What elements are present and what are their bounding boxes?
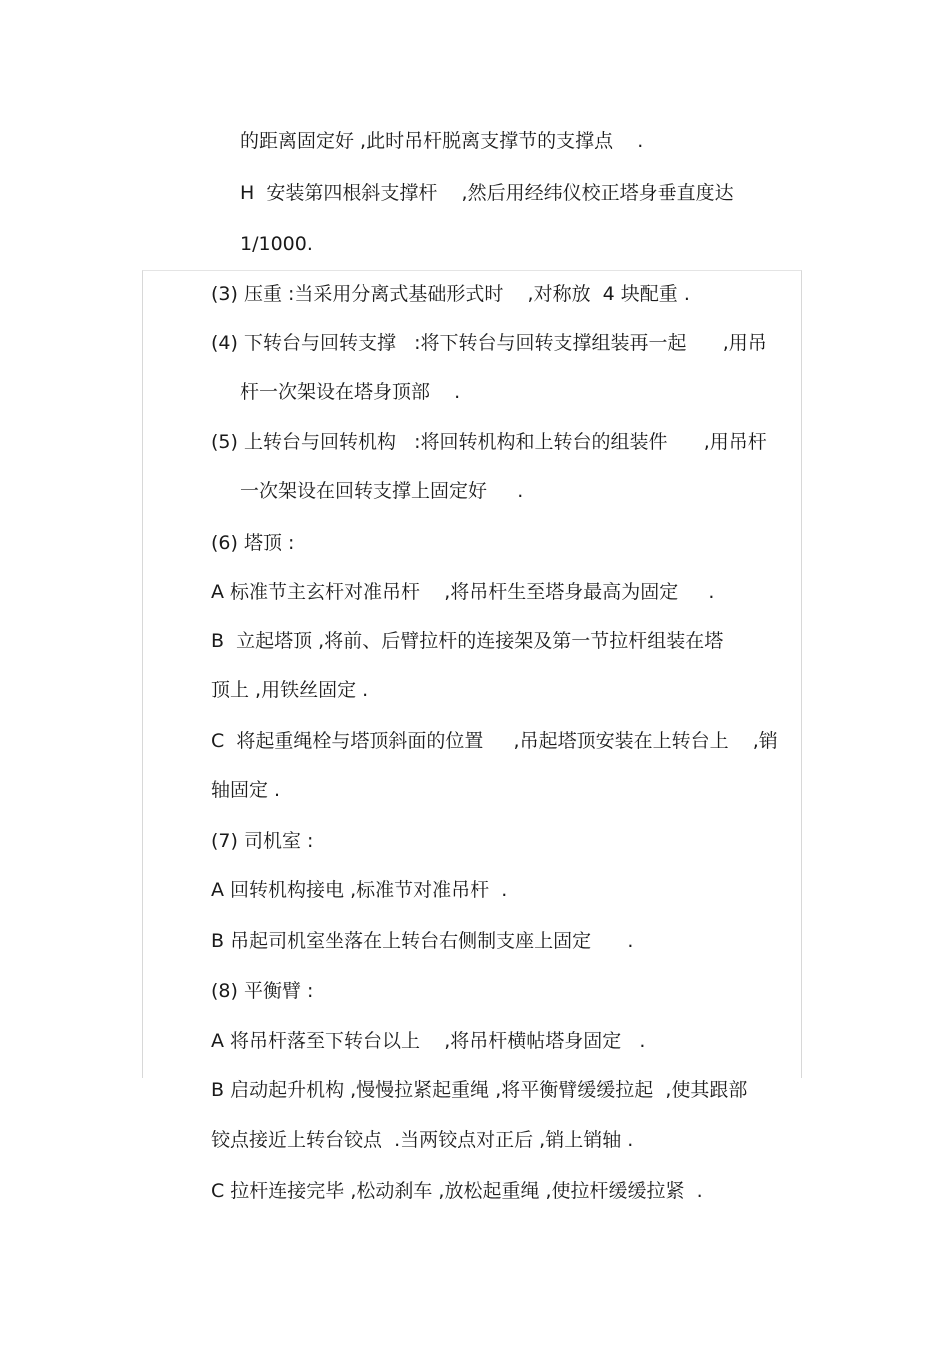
text-line: C 拉杆连接完毕 ,松动刹车 ,放松起重绳 ,使拉杆缓缓拉紧 . xyxy=(211,1180,703,1202)
text-line: (6) 塔顶 : xyxy=(211,532,295,554)
text-line: 杆一次架设在塔身顶部 . xyxy=(240,381,461,403)
text-line: A 标准节主玄杆对准吊杆 ,将吊杆生至塔身最高为固定 . xyxy=(211,581,715,603)
text-line: (8) 平衡臂 : xyxy=(211,980,314,1002)
text-line: (3) 压重 :当采用分离式基础形式时 ,对称放 4 块配重 . xyxy=(211,283,690,305)
text-line: A 将吊杆落至下转台以上 ,将吊杆横帖塔身固定 . xyxy=(211,1030,646,1052)
text-line: B 启动起升机构 ,慢慢拉紧起重绳 ,将平衡臂缓缓拉起 ,使其跟部 xyxy=(211,1079,748,1101)
text-line: 轴固定 . xyxy=(211,779,281,801)
text-line: B 吊起司机室坐落在上转台右侧制支座上固定 . xyxy=(211,930,634,952)
text-line: H 安装第四根斜支撑杆 ,然后用经纬仪校正塔身垂直度达 xyxy=(240,182,734,204)
text-line: C 将起重绳栓与塔顶斜面的位置 ,吊起塔顶安装在上转台上 ,销 xyxy=(211,730,778,752)
text-line: 顶上 ,用铁丝固定 . xyxy=(211,679,369,701)
text-line: (4) 下转台与回转支撑 :将下转台与回转支撑组装再一起 ,用吊 xyxy=(211,332,767,354)
text-line: 的距离固定好 ,此时吊杆脱离支撑节的支撑点 . xyxy=(240,130,644,152)
text-line: 一次架设在回转支撑上固定好 . xyxy=(240,480,524,502)
text-line: (7) 司机室 : xyxy=(211,830,314,852)
text-line: (5) 上转台与回转机构 :将回转机构和上转台的组装件 ,用吊杆 xyxy=(211,431,767,453)
text-line: A 回转机构接电 ,标准节对准吊杆 . xyxy=(211,879,508,901)
text-line: 铰点接近上转台铰点 .当两铰点对正后 ,销上销轴 . xyxy=(211,1129,634,1151)
text-line: B 立起塔顶 ,将前、后臂拉杆的连接架及第一节拉杆组装在塔 xyxy=(211,630,724,652)
text-line: 1/1000. xyxy=(240,233,313,255)
